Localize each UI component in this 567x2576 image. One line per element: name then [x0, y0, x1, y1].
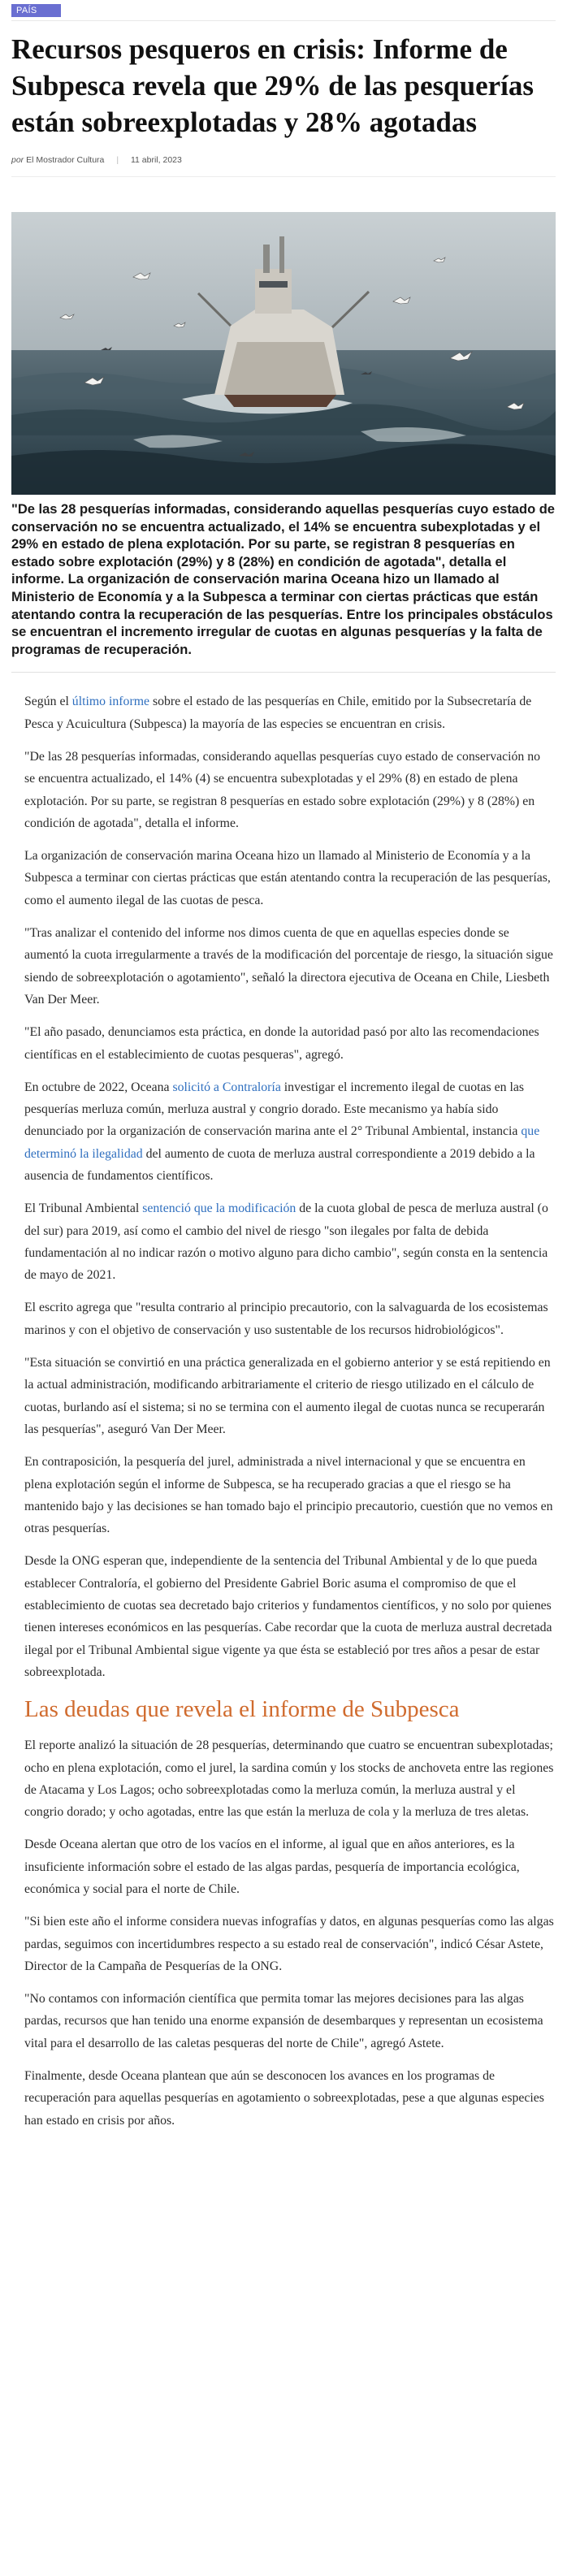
- paragraph: Finalmente, desde Oceana plantean que aún se desconocen los avances en los programas de recuperación para aquellas pesquerías en agotamiento o sobreexplotadas, pese a que algunas especies han estado en crisis por años.: [24, 2069, 544, 2128]
- paragraph: La organización de conservación marina Oceana hizo un llamado al Ministerio de Economía y a la Subpesca a terminar con ciertas prácticas que están atentando contra la recuperación de las pesquerías, como el aumento ilegal de las cuotas de pesca.: [24, 849, 551, 907]
- publish-date: 11 abril, 2023: [130, 155, 182, 165]
- paragraph: "Esta situación se convirtió en una práctica generalizada en el gobierno anterior y se está repitiendo en la actual administración, modificando arbitrariamente el criterio de riesgo utilizado en el cálculo de cuotas, burlando así el sistema; si no se termina con el aumento ilegal de cuotas nunca se recuperarán las pesquerías", aseguró Van Der Meer.: [24, 1356, 551, 1436]
- paragraph: "No contamos con información científica que permita tomar las mejores decisiones para las algas pardas, recursos que han tenido una enorme expansión de desembarques y representan un ecosistema vital para el desarrollo de las caletas pesqueras del norte de Chile", agregó Astete.: [24, 1992, 543, 2050]
- article-body: [11, 691, 556, 2132]
- link-sentencio-modificacion[interactable]: sentenció que la modificación: [142, 1201, 296, 1216]
- paragraph: "Si bien este año el informe considera nuevas infografías y datos, en algunas pesquerías como las algas pardas, seguimos con incertidumbres respecto a su estado real de conservación", indicó César Astete, Director de la Campaña de Pesquerías de la ONG.: [24, 1915, 554, 1973]
- article-meta: [11, 155, 556, 171]
- lead-divider: [11, 672, 556, 673]
- meta-separator: |: [116, 155, 119, 165]
- article-lead: "De las 28 pesquerías informadas, considerando aquellas pesquerías cuyo estado de conservación no se encuentra actualizado, el 14% se encuentra subexplotadas y el 29% en estado de plena explotación. Por su parte, se registran 8 pesquerías en estado sobre explotación (29%) y 8 (28%) en condición de agotada", detalla el informe. La organización de conservación marina Oceana hizo un llamado al Ministerio de Economía y a la Subpesca a terminar con ciertas prácticas que están atentando contra la recuperación de las pesquerías. Entre los principales obstáculos se encuentran el incremento irregular de cuotas en algunas pesquerías y la falta de programas de recuperación.: [11, 502, 555, 657]
- hero-image-fishing-trawler: [11, 212, 556, 495]
- byline-prefix: por: [11, 155, 24, 165]
- paragraph: En contraposición, la pesquería del jurel, administrada a nivel internacional y que se encuentra en plena explotación según el informe de Subpesca, se ha recuperado gracias a que el riesgo se ha mantenido bajo y las decisiones se han tomado bajo el principio precautorio, cuestión que no vemos en otras pesquerías.: [24, 1455, 553, 1536]
- paragraph: "El año pasado, denunciamos esta práctica, en donde la autoridad pasó por alto las recomendaciones científicas en el establecimiento de cuotas pesqueras", agregó.: [24, 1025, 539, 1062]
- paragraph: "Tras analizar el contenido del informe nos dimos cuenta de que en aquellas especies donde se aumentó la cuota irregularmente a través de la modificación del porcentaje de riesgo, la situación sigue siendo de sobreexplotación o agotamiento", señaló la directora ejecutiva de Oceana en Chile, Liesbeth Van Der Meer.: [24, 926, 553, 1007]
- link-determino-ilegalidad[interactable]: que determinó la ilegalidad: [24, 1124, 540, 1161]
- link-ultimo-informe[interactable]: último informe: [71, 695, 150, 709]
- link-solicito-contraloria[interactable]: solicitó a Contraloría: [172, 1080, 281, 1094]
- article: [11, 0, 556, 2142]
- paragraph: Desde Oceana alertan que otro de los vacíos en el informe, al igual que en años anteriores, es la insuficiente información sobre el estado de las algas pardas, pesquería de importancia ecológica, económica y social para el norte de Chile.: [24, 1838, 520, 1896]
- article-title: Recursos pesqueros en crisis: Informe de Subpesca revela que 29% de las pesquerías están sobreexplotadas y 28% agotadas: [11, 33, 535, 138]
- author-name[interactable]: El Mostrador Cultura: [26, 155, 105, 165]
- category-row: [11, 0, 556, 21]
- paragraph: Según el último informe sobre el estado de las pesquerías en Chile, emitido por la Subsecretaría de Pesca y Acuicultura (Subpesca) la mayoría de las especies se encuentran en crisis.: [24, 695, 532, 731]
- section-heading: Las deudas que revela el informe de Subpesca: [24, 1696, 460, 1723]
- paragraph: Desde la ONG esperan que, independiente de la sentencia del Tribunal Ambiental y de lo que pueda establecer Contraloría, el gobierno del Presidente Gabriel Boric asuma el compromiso de que el establecimiento de cuotas sea decretado bajo criterios y fundamentos científicos, y no solo por quienes tienen intereses económicos en las pesquerías. Cabe recordar que la cuota de merluza austral decretada ilegal por el Tribunal Ambiental sigue vigente ya que ésta se estableció por tres años a pesar de estar sobreexplotada.: [24, 1554, 552, 1679]
- paragraph: En octubre de 2022, Oceana solicitó a Contraloría investigar el incremento ilegal de cuotas en las pesquerías merluza común, merluza austral y congrio dorado. Este mecanismo ya había sido denunciado por la organización de conservación marina ante el 2° Tribunal Ambiental, instancia que determinó la ilegalidad del aumento de cuota de merluza austral correspondiente a 2019 debido a la ausencia de fundamentos científicos.: [24, 1080, 540, 1183]
- paragraph: "De las 28 pesquerías informadas, considerando aquellas pesquerías cuyo estado de conservación no se encuentra actualizado, el 14% (4) se encuentra subexplotadas y el 29% (8) en estado de plena explotación. Por su parte, se registran 8 pesquerías en estado sobre explotación (29%) y 8 (28%) en condición de agotada", detalla el informe.: [24, 749, 541, 830]
- paragraph: El Tribunal Ambiental sentenció que la modificación de la cuota global de pesca de merluza austral (o del sur) para 2019, así como el cambio del nivel de riesgo "son ilegales por falta de debida fundamentación al no indicar razón o motivo alguno para dicho cambio", según consta en la sentencia de mayo de 2021.: [24, 1201, 548, 1283]
- paragraph: El reporte analizó la situación de 28 pesquerías, determinando que cuatro se encuentran subexplotadas; ocho en plena explotación, como el jurel, la sardina común y los stocks de anchoveta entre las regiones de Atacama y Los Lagos; ocho sobreexplotadas como la merluza común, la merluza austral y el congrio dorado; y ocho agotadas, entre las que están la merluza de cola y la merluza de tres aletas.: [24, 1738, 554, 1820]
- meta-divider: [11, 176, 556, 177]
- category-badge[interactable]: PAÍS: [11, 4, 61, 17]
- paragraph: El escrito agrega que "resulta contrario al principio precautorio, con la salvaguarda de los ecosistemas marinos y con el objetivo de conservación y uso sustentable de los recursos hidrobiológicos".: [24, 1301, 548, 1337]
